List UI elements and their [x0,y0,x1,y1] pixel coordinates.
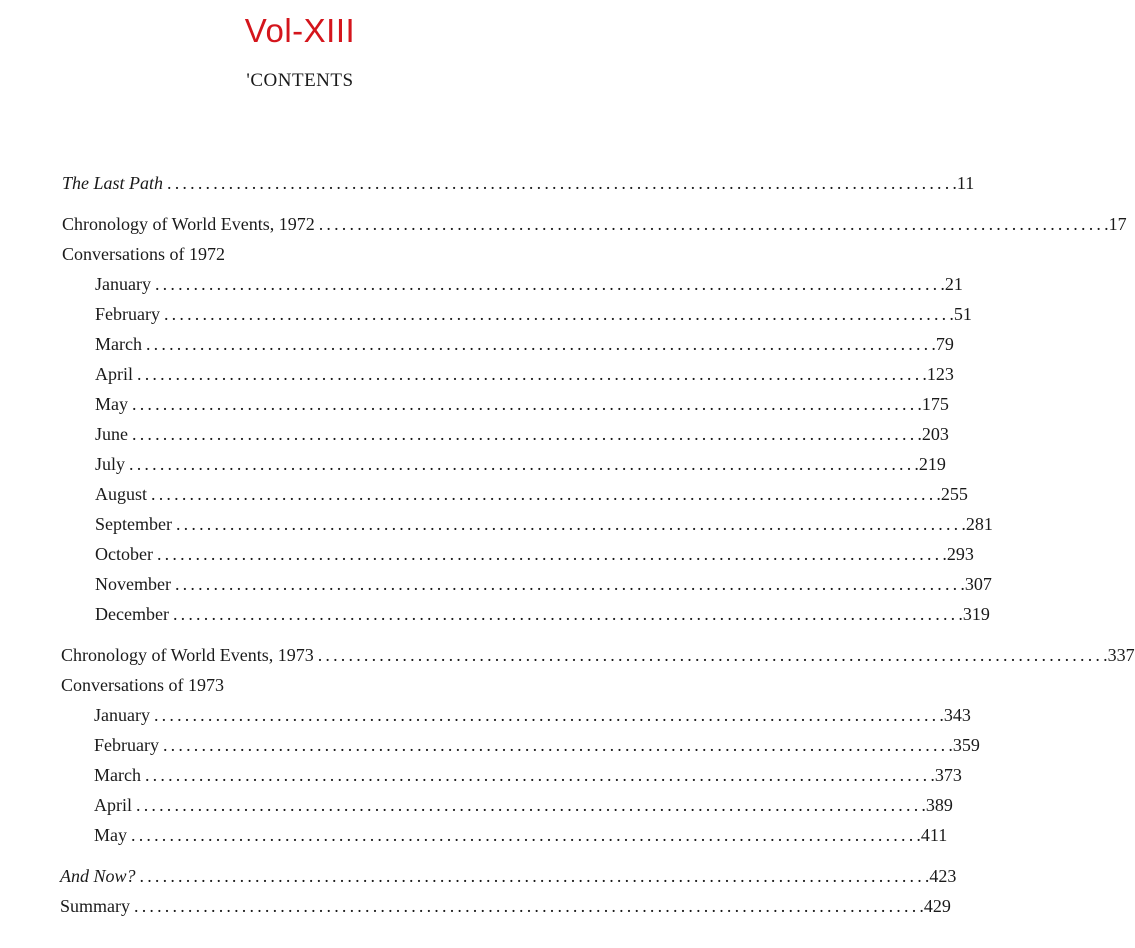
toc-entry-label: June [95,424,128,444]
dot-leader: ...................................................................................................... [139,866,925,886]
toc-entry-label: February [94,735,159,755]
toc-entry-march-1972 [95,332,954,356]
toc-entry-november-1972 [95,572,992,596]
toc-section-conversations-1973 [61,673,545,697]
toc-entry-label: October [95,544,153,564]
toc-entry-page: .203 [917,424,949,444]
toc-entry-label: The Last Path [62,173,164,193]
toc-entry-page: .219 [914,454,946,474]
toc-entry-january-1973 [94,703,971,727]
toc-entry-page: .79 [931,334,954,354]
toc-entry-page: .423 [924,866,957,886]
toc-entry-and-now [60,864,957,888]
toc-entry-page: .21 [940,274,963,294]
toc-section-label: Conversations of 1972 [62,244,225,264]
toc-entry-label: May [95,394,128,414]
toc-entry-label: January [94,705,150,725]
toc-entry-march-1973 [94,763,962,787]
dot-leader: ...................................................................................................... [134,896,920,916]
toc-entry-page: .337 [1103,645,1135,665]
dot-leader: ...................................................................................................... [137,364,923,384]
dot-leader: ...................................................................................................... [175,514,962,534]
toc-entry-page: .319 [958,604,990,624]
toc-entry-page: .175 [917,394,949,414]
volume-title: Vol-XIII [244,12,356,49]
toc-entry-label: Chronology of World Events, 1973 [61,645,314,665]
dot-leader: ...................................................................................................... [129,454,915,474]
toc-entry-page: .293 [942,544,974,564]
toc-entry-label: May [94,825,127,845]
toc-entry-label: December [95,604,169,624]
toc-entry-february-1972 [95,302,972,326]
dot-leader: ...................................................................................................... [144,765,931,785]
dot-leader: ...................................................................................................... [318,214,1105,234]
toc-entry-page: .343 [939,705,971,725]
toc-entry-label: Chronology of World Events, 1972 [62,214,315,234]
toc-entry-label: And Now? [60,866,136,886]
toc-entry-december-1972 [95,602,990,626]
dot-leader: ...................................................................................................... [136,795,922,815]
toc-entry-label: March [95,334,142,354]
toc-entry-label: Summary [60,896,130,916]
toc-entry-january-1972 [95,272,963,296]
dot-leader: ...................................................................................................... [172,604,959,624]
toc-entry-label: August [95,484,148,504]
toc-entry-page: .411 [916,825,948,845]
toc-entry-page: .51 [949,304,972,324]
toc-entry-page: .359 [948,735,980,755]
toc-entry-april-1972 [95,362,954,386]
toc-entry-label: November [95,574,171,594]
dot-leader: ...................................................................................................... [167,173,953,193]
toc-entry-september-1972 [95,512,993,536]
toc-entry-label: January [95,274,151,294]
dot-leader: ...................................................................................................... [132,394,918,414]
toc-entry-july-1972 [95,452,946,476]
toc-entry-august-1972 [95,482,968,506]
toc-entry-page: .11 [952,173,975,193]
dot-leader: ...................................................................................................... [156,544,943,564]
toc-section-conversations-1972 [62,242,548,266]
dot-leader: ...................................................................................................... [154,274,941,294]
dot-leader: ...................................................................................................... [132,424,918,444]
toc-entry-page: .373 [930,765,962,785]
toc-entry-page: .255 [936,484,968,504]
toc-section-label: Conversations of 1973 [61,675,224,695]
toc-entry-label: April [95,364,133,384]
dot-leader: ...................................................................................................... [151,484,937,504]
toc-entry-chronology-1973 [61,643,1135,667]
dot-leader: ...................................................................................................... [145,334,932,354]
toc-entry-label: July [95,454,126,474]
toc-entry-label: February [95,304,160,324]
dot-leader: ...................................................................................................... [163,304,950,324]
toc-entry-summary [60,894,951,918]
toc-entry-may-1972 [95,392,949,416]
dot-leader: ...................................................................................................... [131,825,917,845]
dot-leader: ...................................................................................................... [317,645,1104,665]
toc-entry-february-1973 [94,733,980,757]
toc-entry-label: September [95,514,172,534]
toc-entry-page: .307 [960,574,992,594]
dot-leader: ...................................................................................................... [174,574,961,594]
toc-entry-label: April [94,795,132,815]
dot-leader: ...................................................................................................... [162,735,949,755]
contents-heading: 'CONTENTS [246,70,354,91]
toc-entry-the-last-path [62,171,975,195]
toc-entry-may-1973 [94,823,948,847]
toc-entry-page: .389 [921,795,953,815]
toc-entry-page: .17 [1104,214,1127,234]
dot-leader: ...................................................................................................... [153,705,940,725]
toc-entry-april-1973 [94,793,953,817]
toc-entry-october-1972 [95,542,974,566]
toc-entry-june-1972 [95,422,949,446]
toc-entry-page: .429 [919,896,951,916]
toc-entry-page: .281 [961,514,993,534]
toc-entry-chronology-1972 [62,212,1127,236]
toc-entry-page: .123 [922,364,954,384]
toc-entry-label: March [94,765,141,785]
